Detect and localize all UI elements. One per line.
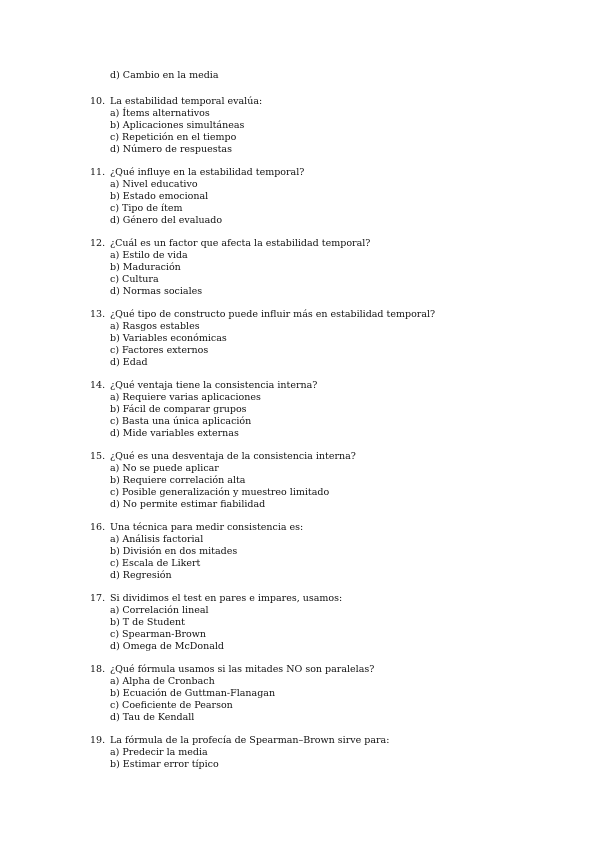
question-number: 14. xyxy=(90,380,106,391)
option-d: d) No permite estimar fiabilidad xyxy=(110,499,266,510)
option-a: a) Nivel educativo xyxy=(110,179,198,190)
question-14 xyxy=(90,380,570,440)
option-a: a) Estilo de vida xyxy=(110,250,188,261)
option-c: c) Basta una única aplicación xyxy=(110,416,252,427)
carryover-option: d) Cambio en la media xyxy=(110,70,219,81)
option-d: d) Mide variables externas xyxy=(110,428,239,439)
option-d: d) Omega de McDonald xyxy=(110,641,224,652)
option-c: c) Coeficiente de Pearson xyxy=(110,700,233,711)
question-text: ¿Cuál es un factor que afecta la estabilidad temporal? xyxy=(110,238,371,249)
option-a: a) Ítems alternativos xyxy=(110,108,210,119)
option-d: d) Normas sociales xyxy=(110,286,203,297)
option-b: b) Estimar error típico xyxy=(110,759,219,770)
option-b: b) División en dos mitades xyxy=(110,546,238,557)
question-number: 18. xyxy=(90,664,106,675)
question-17 xyxy=(90,593,570,653)
option-c: c) Repetición en el tiempo xyxy=(110,132,237,143)
option-c: c) Posible generalización y muestreo limitado xyxy=(110,487,330,498)
question-text: La fórmula de la profecía de Spearman–Brown sirve para: xyxy=(110,735,390,746)
question-16 xyxy=(90,522,570,582)
question-15 xyxy=(90,451,570,511)
question-number: 17. xyxy=(90,593,106,604)
question-number: 13. xyxy=(90,309,106,320)
option-c: c) Tipo de ítem xyxy=(110,203,183,214)
option-d: d) Edad xyxy=(110,357,148,368)
option-b: b) T de Student xyxy=(110,617,185,628)
question-18 xyxy=(90,664,570,724)
question-text: La estabilidad temporal evalúa: xyxy=(110,96,263,107)
option-a: a) Rasgos estables xyxy=(110,321,200,332)
option-b: b) Variables económicas xyxy=(110,333,227,344)
option-b: b) Estado emocional xyxy=(110,191,209,202)
option-a: a) Predecir la media xyxy=(110,747,208,758)
option-d: d) Tau de Kendall xyxy=(110,712,195,723)
option-b: b) Requiere correlación alta xyxy=(110,475,246,486)
question-number: 19. xyxy=(90,735,106,746)
question-number: 16. xyxy=(90,522,106,533)
question-19 xyxy=(90,735,570,771)
option-c: c) Factores externos xyxy=(110,345,209,356)
option-d: d) Número de respuestas xyxy=(110,144,232,155)
question-text: ¿Qué es una desventaja de la consistencia interna? xyxy=(110,451,356,462)
question-text: ¿Qué fórmula usamos si las mitades NO son paralelas? xyxy=(110,664,375,675)
question-text: ¿Qué tipo de constructo puede influir más en estabilidad temporal? xyxy=(110,309,436,320)
question-number: 12. xyxy=(90,238,106,249)
option-a: a) Análisis factorial xyxy=(110,534,204,545)
option-a: a) No se puede aplicar xyxy=(110,463,219,474)
option-c: c) Cultura xyxy=(110,274,159,285)
question-12 xyxy=(90,238,570,298)
option-d: d) Género del evaluado xyxy=(110,215,223,226)
question-10 xyxy=(90,96,570,156)
question-13 xyxy=(90,309,570,369)
option-d: d) Regresión xyxy=(110,570,172,581)
question-text: ¿Qué ventaja tiene la consistencia interna? xyxy=(110,380,318,391)
option-c: c) Spearman-Brown xyxy=(110,629,206,640)
question-text: ¿Qué influye en la estabilidad temporal? xyxy=(110,167,305,178)
option-b: b) Fácil de comparar grupos xyxy=(110,404,247,415)
question-number: 11. xyxy=(90,167,106,178)
question-text: Una técnica para medir consistencia es: xyxy=(110,522,304,533)
option-a: a) Alpha de Cronbach xyxy=(110,676,215,687)
option-b: b) Aplicaciones simultáneas xyxy=(110,120,245,131)
option-a: a) Requiere varias aplicaciones xyxy=(110,392,261,403)
question-11 xyxy=(90,167,570,227)
option-b: b) Ecuación de Guttman-Flanagan xyxy=(110,688,276,699)
option-c: c) Escala de Likert xyxy=(110,558,201,569)
option-a: a) Correlación lineal xyxy=(110,605,209,616)
option-b: b) Maduración xyxy=(110,262,181,273)
question-text: Si dividimos el test en pares e impares, usamos: xyxy=(110,593,343,604)
question-number: 15. xyxy=(90,451,106,462)
question-number: 10. xyxy=(90,96,106,107)
